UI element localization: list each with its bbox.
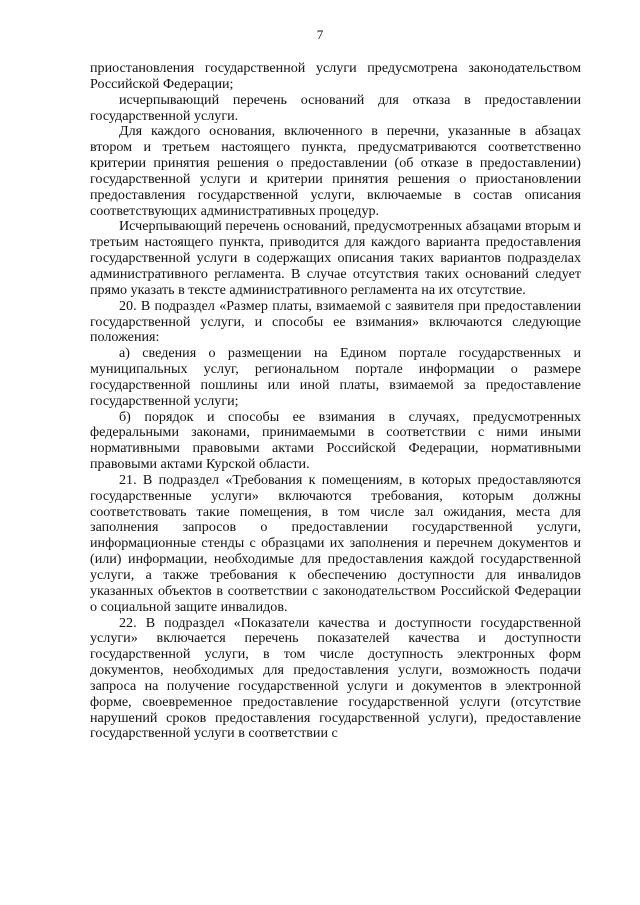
- paragraph-continuation: приостановления государственной услуги предусмотрена законодательством Российской Федерации;: [90, 60, 581, 92]
- paragraph-decision-criteria: Для каждого основания, включенного в перечни, указанные в абзацах втором и третьем настоящего пункта, предусматриваются соответственно критерии принятия решения о предоставлении (об отказе в предоставлении) государственной услуги и критерии принятия решения о приостановлении предоставления государственной услуги, включаемые в состав описания соответствующих административных процедур.: [90, 123, 581, 219]
- page-number: 7: [316, 27, 324, 42]
- paragraph-item-20-b: б) порядок и способы ее взимания в случаях, предусмотренных федеральными законами, принимаемыми в соответствии с ними иными нормативными правовыми актами Российской Федерации, нормативными правовыми актами Курской области.: [90, 408, 581, 473]
- paragraph-refusal-grounds: исчерпывающий перечень оснований для отказа в предоставлении государственной услуги.: [90, 91, 581, 124]
- paragraph-item-21: 21. В подраздел «Требования к помещениям, в которых предоставляются государственные услуги» включаются требования, которым должны соответствовать такие помещения, в том числе зал ожидания, места для заполнения запросов о предоставлении государственной услуги, информационные стенды с образцами их заполнения и перечнем документов и (или) информации, необходимые для предоставления каждой государственной услуги, а также требования к обеспечению доступности для инвалидов указанных объектов в соответствии с законодательством Российской Федерации о социальной защите инвалидов.: [90, 471, 581, 615]
- paragraph-item-20: 20. В подраздел «Размер платы, взимаемой с заявителя при предоставлении государственной услуги, и способы ее взимания» включаются следующие положения:: [90, 297, 581, 346]
- paragraph-item-22: 22. В подраздел «Показатели качества и доступности государственной услуги» включается перечень показателей качества и доступности государственной услуги, в том числе доступность электронных форм документов, необходимых для предоставления услуги, возможность подачи запроса на получение государственной услуги и документов в электронной форме, своевременное предоставление государственной услуги (отсутствие нарушений сроков предоставления государственной услуги), предоставление государственной услуги в соответствии с: [90, 614, 581, 742]
- document-body: [90, 61, 581, 742]
- paragraph-item-20-a: а) сведения о размещении на Едином портале государственных и муниципальных услуг, региональном портале информации о размере государственной пошлины или иной платы, взимаемой за предоставление государственной услуги;: [90, 345, 581, 409]
- paragraph-exhaustive-list: Исчерпывающий перечень оснований, предусмотренных абзацами вторым и третьим настоящего пункта, приводится для каждого варианта предоставления государственной услуги в содержащих описания таких вариантов подразделах административного регламента. В случае отсутствия таких оснований следует прямо указать в тексте административного регламента на их отсутствие.: [90, 218, 581, 298]
